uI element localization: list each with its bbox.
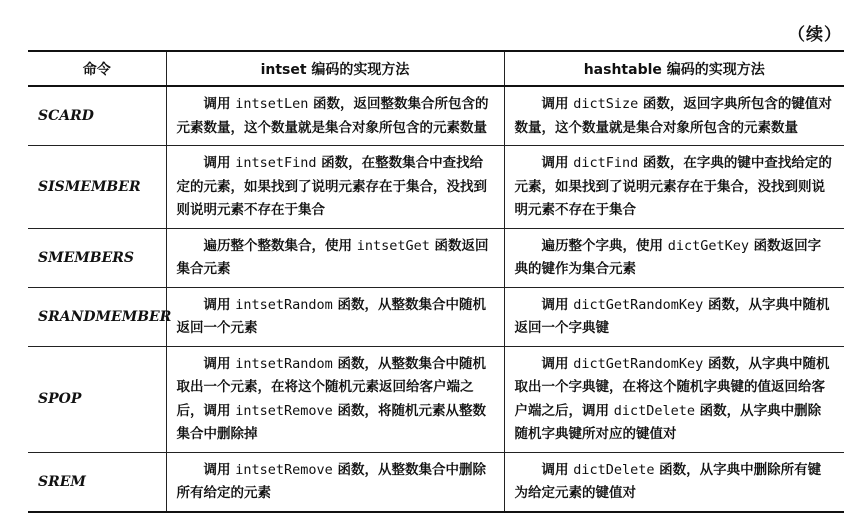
header-intset: intset 编码的实现方法: [166, 51, 504, 86]
description-text: 函数，从字典中随机取出一个字典键，在将这个随机字典键的值返回给客户端之后，调用: [514, 355, 830, 419]
hashtable-description-cell: [504, 287, 844, 346]
function-name: intsetFind: [235, 155, 317, 171]
description-text: 遍历整个字典，使用: [541, 237, 668, 254]
intset-description-cell: [166, 86, 504, 146]
function-name: dictDelete: [573, 461, 655, 478]
description-text: 函数，从字典中删除所有键为给定元素的键值对: [514, 461, 822, 501]
intset-description-cell: [166, 346, 504, 452]
function-name: intsetRemove: [235, 461, 333, 478]
intset-description-cell: [166, 228, 504, 287]
description-text: 调用: [541, 296, 574, 313]
description-text: 遍历整个整数集合，使用: [203, 237, 357, 254]
continued-label: （续）: [788, 25, 842, 45]
intset-description-cell: [166, 146, 504, 229]
function-name: dictGetRandomKey: [573, 296, 704, 313]
command-cell: SCARD: [28, 86, 166, 146]
command-cell: SPOP: [28, 346, 166, 452]
description-text: 函数返回集合元素: [176, 237, 489, 277]
description-text: 函数，返回字典所包含的键值对数量，这个数量就是集合对象所包含的元素数量: [514, 96, 832, 136]
function-name: dictFind: [573, 155, 639, 171]
description-text: 调用: [203, 96, 236, 112]
description-text: 函数，从整数集合中删除所有给定的元素: [176, 461, 486, 501]
table-row: [28, 346, 844, 452]
command-cell: SMEMBERS: [28, 228, 166, 287]
command-table: [28, 50, 844, 513]
table-row: [28, 86, 844, 146]
description-text: 函数，将随机元素从整数集合中删除掉: [176, 402, 486, 442]
description-text: 函数，从字典中随机返回一个字典键: [514, 296, 830, 336]
table-row: [28, 228, 844, 287]
command-cell: SRANDMEMBER: [28, 287, 166, 346]
function-name: intsetLen: [235, 96, 309, 112]
table-body: [28, 86, 844, 512]
description-text: 调用: [203, 461, 236, 478]
description-text: 函数，在字典的键中查找给定的元素，如果找到了说明元素存在于集合，没找到则说明元素不存在于集合: [514, 155, 832, 218]
description-text: 函数返回字典的键作为集合元素: [514, 237, 822, 277]
hashtable-description-cell: [504, 146, 844, 229]
description-text: 函数，从整数集合中随机取出一个元素，在将这个随机元素返回给客户端之后，调用: [176, 355, 486, 419]
hashtable-description-cell: [504, 452, 844, 512]
table-row: [28, 452, 844, 512]
description-text: 调用: [541, 355, 574, 372]
function-name: dictGetRandomKey: [573, 355, 704, 372]
hashtable-description-cell: [504, 228, 844, 287]
description-text: 调用: [203, 296, 236, 313]
description-text: 调用: [541, 155, 574, 171]
intset-description-cell: [166, 452, 504, 512]
table-row: [28, 287, 844, 346]
hashtable-description-cell: [504, 346, 844, 452]
header-row: [28, 51, 844, 86]
header-command: 命令: [28, 51, 166, 86]
intset-description-cell: [166, 287, 504, 346]
description-text: 调用: [203, 155, 236, 171]
function-name: dictSize: [573, 96, 639, 112]
table-row: [28, 146, 844, 229]
function-name: intsetRemove: [235, 402, 333, 419]
description-text: 调用: [541, 461, 574, 478]
function-name: dictGetKey: [667, 237, 749, 254]
hashtable-description-cell: [504, 86, 844, 146]
function-name: intsetRandom: [235, 355, 333, 372]
function-name: intsetRandom: [235, 296, 333, 313]
command-cell: SREM: [28, 452, 166, 512]
description-text: 函数，从整数集合中随机返回一个元素: [176, 296, 486, 336]
description-text: 函数，返回整数集合所包含的元素数量，这个数量就是集合对象所包含的元素数量: [176, 96, 489, 136]
description-text: 调用: [203, 355, 236, 372]
command-cell: SISMEMBER: [28, 146, 166, 229]
description-text: 函数，在整数集合中查找给定的元素，如果找到了说明元素存在于集合，没找到则说明元素不存在于集合: [176, 155, 487, 218]
description-text: 调用: [541, 96, 574, 112]
function-name: intsetGet: [356, 237, 430, 254]
description-text: 函数，从字典中删除随机字典键所对应的键值对: [514, 402, 822, 442]
function-name: dictDelete: [613, 402, 695, 419]
header-hashtable: hashtable 编码的实现方法: [504, 51, 844, 86]
